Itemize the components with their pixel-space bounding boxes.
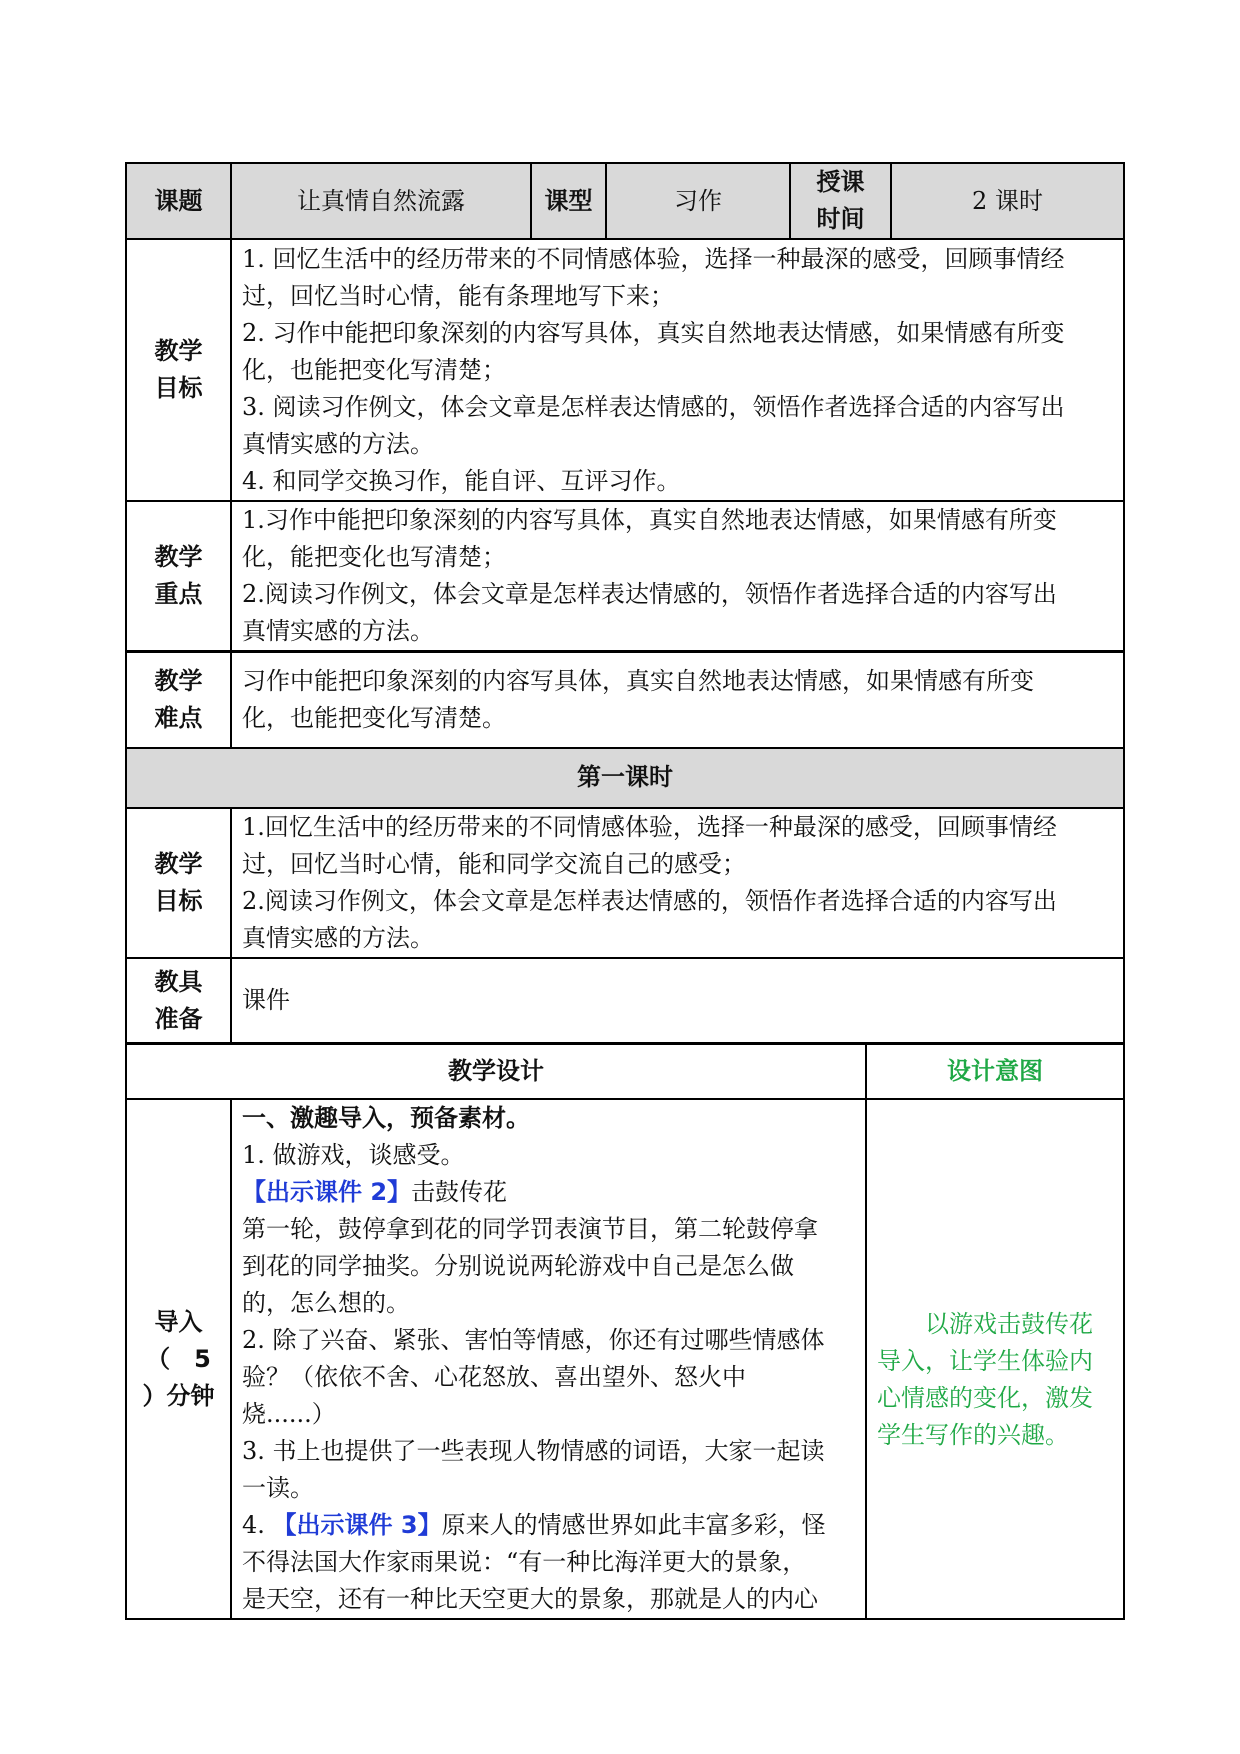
lesson-goals-line: 过，回忆当时心情，能和同学交流自己的感受； [242, 849, 746, 878]
intent-line: 导入，让学生体验内 [877, 1346, 1093, 1375]
goals-label [126, 239, 231, 501]
goals-row [126, 239, 1124, 501]
lesson-goals-line: 2.阅读习作例文，体会文章是怎样表达情感的，领悟作者选择合适的内容写出 [242, 886, 1057, 915]
design-item-1: 1. 做游戏，谈感受。 [242, 1141, 465, 1169]
design-para-line: 一读。 [242, 1474, 314, 1502]
key-points-line: 2.阅读习作例文，体会文章是怎样表达情感的，领悟作者选择合适的内容写出 [242, 580, 1057, 608]
tools-label-line-2: 准备 [154, 1004, 203, 1033]
stage-label-line-3: ）分钟 [142, 1381, 215, 1410]
goals-line: 真情实感的方法。 [242, 429, 434, 458]
time-label-line-2: 时间 [816, 205, 865, 233]
difficulties-label [126, 652, 231, 748]
design-tail-line: 是天空，还有一种比天空更大的景象，那就是人的内心 [242, 1585, 818, 1613]
time-label [790, 163, 891, 239]
first-lesson-title: 第一课时 [126, 748, 1124, 808]
topic-label: 课题 [126, 163, 231, 239]
key-points-content [231, 501, 1124, 652]
game-name: 击鼓传花 [411, 1178, 508, 1206]
courseware-2-tag: 【出示课件 2】 [242, 1178, 412, 1206]
difficulties-label-line-1: 教学 [154, 666, 203, 695]
key-points-row [126, 501, 1124, 652]
design-content [231, 1099, 866, 1619]
key-points-line: 真情实感的方法。 [242, 617, 434, 645]
difficulties-line: 习作中能把印象深刻的内容写具体，真实自然地表达情感，如果情感有所变 [242, 666, 1034, 695]
lesson-goals-label [126, 808, 231, 958]
goals-line: 过，回忆当时心情，能有条理地写下来； [242, 281, 674, 310]
difficulties-label-line-2: 难点 [154, 703, 203, 732]
key-points-line: 1.习作中能把印象深刻的内容写具体，真实自然地表达情感，如果情感有所变 [242, 506, 1057, 534]
courseware-line [242, 1174, 855, 1211]
lesson-plan-table [125, 162, 1125, 1045]
goals-line: 2. 习作中能把印象深刻的内容写具体，真实自然地表达情感，如果情感有所变 [242, 318, 1065, 347]
design-intent [866, 1099, 1124, 1619]
courseware-3-tag: 【出示课件 3】 [272, 1511, 442, 1539]
design-para-line: 3. 书上也提供了一些表现人物情感的词语，大家一起读 [242, 1437, 825, 1465]
intent-line: 学生写作的兴趣。 [877, 1420, 1069, 1449]
type-label: 课型 [531, 163, 606, 239]
type-value: 习作 [606, 163, 790, 239]
item-4-number: 4. [242, 1511, 273, 1539]
time-label-line-1: 授课 [816, 168, 865, 196]
lesson-goals-label-line-2: 目标 [154, 886, 203, 915]
key-points-label-line-1: 教学 [154, 543, 203, 571]
design-right-header: 设计意图 [866, 1043, 1124, 1099]
intent-line: 以游戏击鼓传花 [925, 1309, 1093, 1338]
difficulties-content [231, 652, 1124, 748]
lesson-goals-row [126, 808, 1124, 958]
key-points-label [126, 501, 231, 652]
difficulties-line: 化，也能把变化写清楚。 [242, 703, 506, 732]
key-points-line: 化，能把变化也写清楚； [242, 543, 506, 571]
stage-label-line-2: （ 5 [146, 1344, 211, 1373]
item-4-text: 原来人的情感世界如此丰富多彩，怪 [441, 1511, 826, 1539]
design-content-row [126, 1099, 1124, 1619]
header-row [126, 163, 1124, 239]
lesson-goals-line: 真情实感的方法。 [242, 923, 434, 952]
topic-value: 让真情自然流露 [231, 163, 531, 239]
goals-label-line-1: 教学 [154, 337, 203, 365]
lesson-goals-line: 1.回忆生活中的经历带来的不同情感体验，选择一种最深的感受，回顾事情经 [242, 812, 1057, 841]
time-value: 2 课时 [891, 163, 1124, 239]
intent-line: 心情感的变化，激发 [877, 1383, 1093, 1412]
goals-label-line-2: 目标 [154, 374, 203, 402]
step-title: 一、激趣导入，预备素材。 [242, 1104, 530, 1132]
stage-label-line-1: 导入 [154, 1307, 203, 1336]
lesson-goals-label-line-1: 教学 [154, 849, 203, 878]
goals-line: 化，也能把变化写清楚； [242, 355, 506, 384]
key-points-label-line-2: 重点 [154, 580, 203, 608]
design-para-line: 验？（依依不舍、心花怒放、喜出望外、怒火中 [242, 1363, 746, 1391]
design-para-line: 2. 除了兴奋、紧张、害怕等情感，你还有过哪些情感体 [242, 1326, 825, 1354]
design-table [125, 1042, 1125, 1620]
tools-row [126, 958, 1124, 1044]
tools-label-line-1: 教具 [154, 967, 203, 996]
tools-value: 课件 [231, 958, 1124, 1044]
design-para-line: 烧......） [242, 1400, 336, 1428]
lesson-goals-content [231, 808, 1124, 958]
goals-line: 1. 回忆生活中的经历带来的不同情感体验，选择一种最深的感受，回顾事情经 [242, 244, 1065, 273]
design-para-line: 第一轮，鼓停拿到花的同学罚表演节目，第二轮鼓停拿 [242, 1215, 818, 1243]
goals-line: 4. 和同学交换习作，能自评、互评习作。 [242, 466, 681, 495]
design-item-4 [242, 1507, 855, 1544]
design-para-line: 的，怎么想的。 [242, 1289, 410, 1317]
goals-content [231, 239, 1124, 501]
design-para-line: 到花的同学抽奖。分别说说两轮游戏中自己是怎么做 [242, 1252, 794, 1280]
design-tail-line: 不得法国大作家雨果说：“有一种比海洋更大的景象， [242, 1548, 807, 1576]
goals-line: 3. 阅读习作例文，体会文章是怎样表达情感的，领悟作者选择合适的内容写出 [242, 392, 1065, 421]
design-left-header: 教学设计 [126, 1043, 866, 1099]
difficulties-row [126, 652, 1124, 748]
design-header-row [126, 1043, 1124, 1099]
first-lesson-row [126, 748, 1124, 808]
stage-label [126, 1099, 231, 1619]
tools-label [126, 958, 231, 1044]
